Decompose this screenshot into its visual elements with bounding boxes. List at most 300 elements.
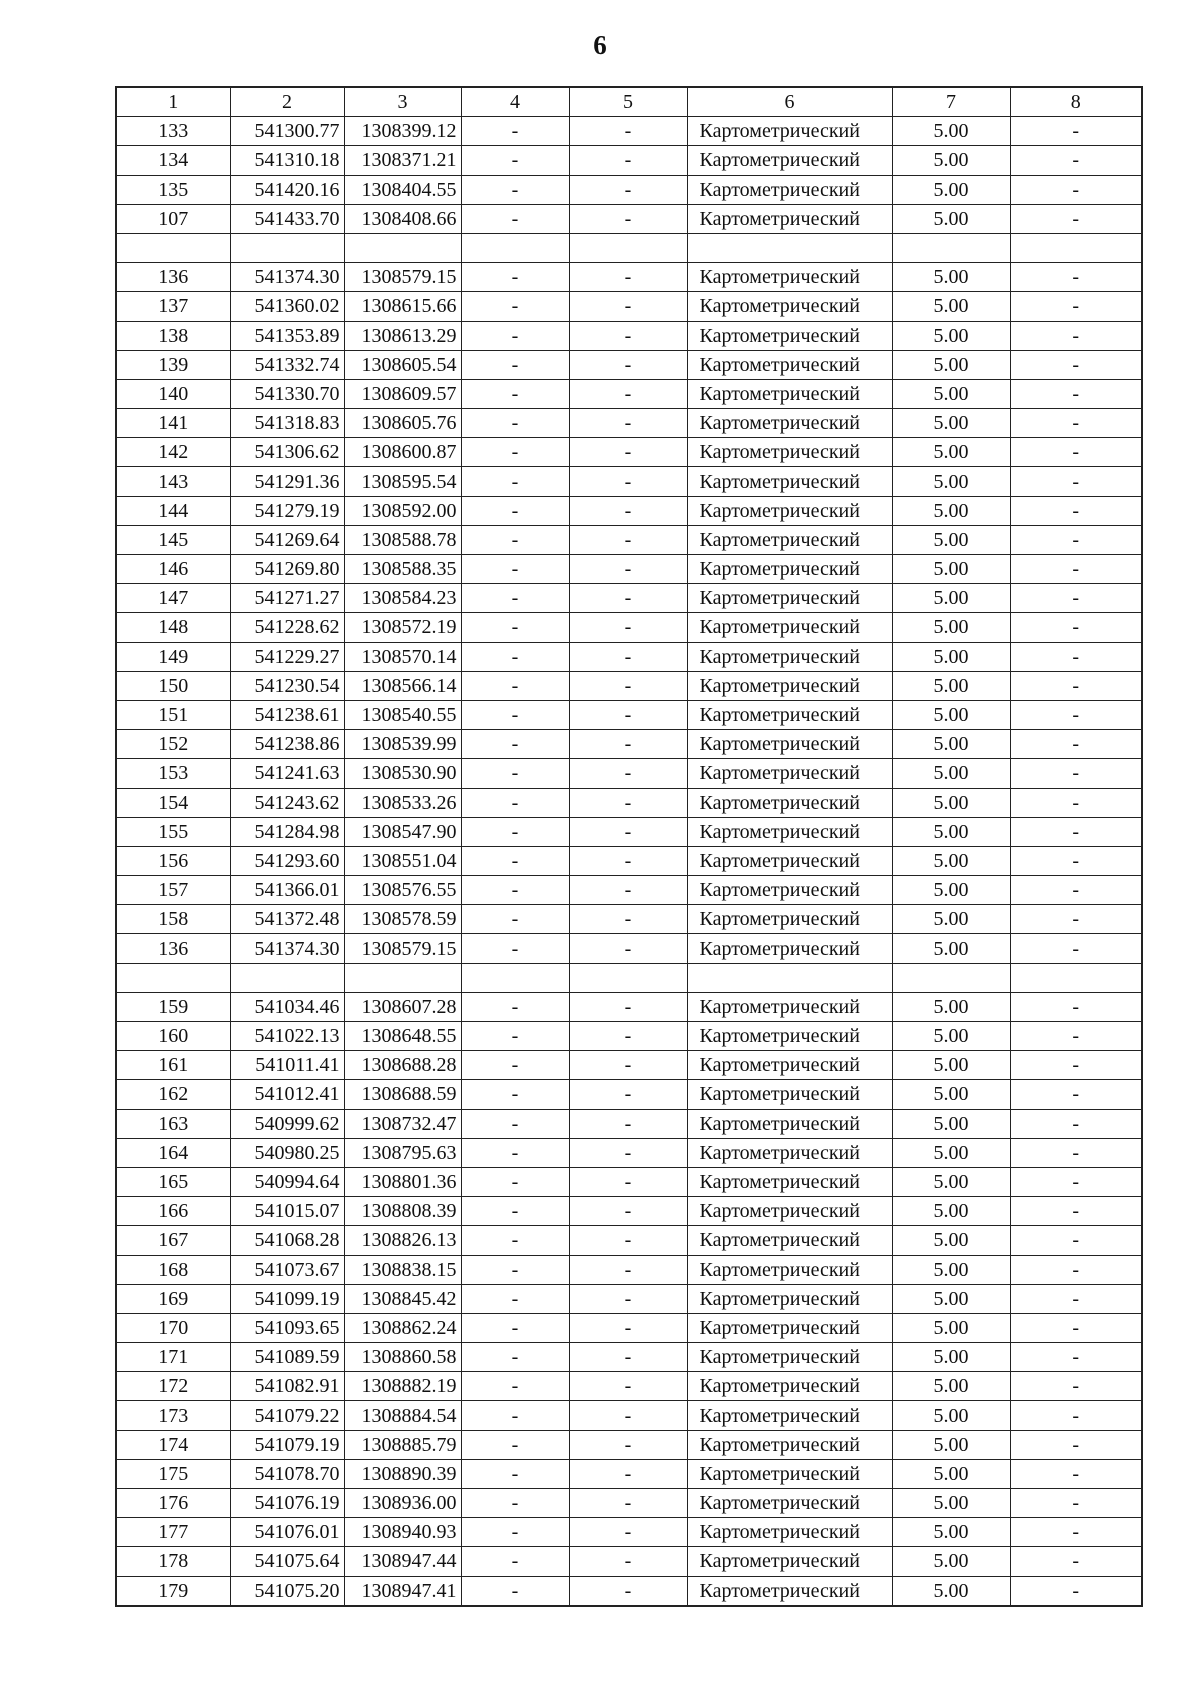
method-cell: Картометрический: [687, 263, 892, 292]
col-4-cell: -: [461, 1051, 569, 1080]
col-4-cell: -: [461, 1459, 569, 1488]
accuracy-cell: 5.00: [892, 379, 1010, 408]
col-4-cell: -: [461, 1343, 569, 1372]
accuracy-cell: 5.00: [892, 204, 1010, 233]
method-cell: Картометрический: [687, 1255, 892, 1284]
col-8-cell: -: [1010, 117, 1142, 146]
col-5-cell: -: [569, 671, 687, 700]
y-coordinate-cell: 1308808.39: [344, 1197, 461, 1226]
y-coordinate-cell: 1308404.55: [344, 175, 461, 204]
col-4-cell: -: [461, 321, 569, 350]
table-row: [116, 905, 1142, 934]
accuracy-cell: 5.00: [892, 613, 1010, 642]
col-4-cell: [461, 233, 569, 262]
col-4-cell: -: [461, 1167, 569, 1196]
x-coordinate-cell: 541015.07: [230, 1197, 344, 1226]
accuracy-cell: 5.00: [892, 1051, 1010, 1080]
accuracy-cell: 5.00: [892, 496, 1010, 525]
x-coordinate-cell: 541022.13: [230, 1022, 344, 1051]
accuracy-cell: 5.00: [892, 992, 1010, 1021]
point-number-cell: 136: [116, 934, 230, 963]
accuracy-cell: 5.00: [892, 1401, 1010, 1430]
col-5-cell: -: [569, 1284, 687, 1313]
col-5-cell: -: [569, 934, 687, 963]
col-5-cell: -: [569, 1109, 687, 1138]
x-coordinate-cell: [230, 233, 344, 262]
table-header-row: [116, 87, 1142, 117]
x-coordinate-cell: 541011.41: [230, 1051, 344, 1080]
col-5-cell: [569, 233, 687, 262]
method-cell: Картометрический: [687, 730, 892, 759]
point-number-cell: 159: [116, 992, 230, 1021]
y-coordinate-cell: 1308540.55: [344, 700, 461, 729]
col-8-cell: -: [1010, 1051, 1142, 1080]
col-4-cell: -: [461, 876, 569, 905]
col-4-cell: -: [461, 1226, 569, 1255]
x-coordinate-cell: 541078.70: [230, 1459, 344, 1488]
col-4-cell: -: [461, 379, 569, 408]
point-number-cell: 165: [116, 1167, 230, 1196]
x-coordinate-cell: 541310.18: [230, 146, 344, 175]
method-cell: Картометрический: [687, 1109, 892, 1138]
col-5-cell: -: [569, 584, 687, 613]
col-5-cell: -: [569, 642, 687, 671]
y-coordinate-cell: 1308648.55: [344, 1022, 461, 1051]
method-cell: Картометрический: [687, 1372, 892, 1401]
table-row: [116, 934, 1142, 963]
x-coordinate-cell: 541228.62: [230, 613, 344, 642]
col-8-cell: -: [1010, 905, 1142, 934]
method-cell: Картометрический: [687, 700, 892, 729]
point-number-cell: [116, 963, 230, 992]
accuracy-cell: 5.00: [892, 1022, 1010, 1051]
x-coordinate-cell: 541230.54: [230, 671, 344, 700]
table-row: [116, 1226, 1142, 1255]
method-cell: Картометрический: [687, 204, 892, 233]
coordinates-table: [115, 86, 1143, 1607]
accuracy-cell: 5.00: [892, 788, 1010, 817]
column-header: 2: [230, 87, 344, 117]
y-coordinate-cell: 1308588.35: [344, 555, 461, 584]
y-coordinate-cell: 1308592.00: [344, 496, 461, 525]
y-coordinate-cell: 1308615.66: [344, 292, 461, 321]
method-cell: Картометрический: [687, 1401, 892, 1430]
accuracy-cell: 5.00: [892, 438, 1010, 467]
x-coordinate-cell: 541076.01: [230, 1518, 344, 1547]
col-5-cell: -: [569, 379, 687, 408]
col-8-cell: -: [1010, 759, 1142, 788]
col-4-cell: -: [461, 1430, 569, 1459]
x-coordinate-cell: 541012.41: [230, 1080, 344, 1109]
table-row: [116, 1489, 1142, 1518]
method-cell: Картометрический: [687, 379, 892, 408]
method-cell: Картометрический: [687, 1518, 892, 1547]
col-8-cell: -: [1010, 1372, 1142, 1401]
col-4-cell: -: [461, 642, 569, 671]
x-coordinate-cell: 541332.74: [230, 350, 344, 379]
table-row: [116, 613, 1142, 642]
col-8-cell: [1010, 233, 1142, 262]
table-row: [116, 350, 1142, 379]
col-4-cell: -: [461, 613, 569, 642]
y-coordinate-cell: 1308862.24: [344, 1313, 461, 1342]
col-5-cell: -: [569, 700, 687, 729]
col-5-cell: -: [569, 175, 687, 204]
table-row: [116, 1255, 1142, 1284]
table-row: [116, 876, 1142, 905]
point-number-cell: 172: [116, 1372, 230, 1401]
x-coordinate-cell: 541068.28: [230, 1226, 344, 1255]
table-row: [116, 1401, 1142, 1430]
col-4-cell: -: [461, 700, 569, 729]
point-number-cell: 139: [116, 350, 230, 379]
x-coordinate-cell: 541269.64: [230, 525, 344, 554]
col-4-cell: -: [461, 1109, 569, 1138]
col-5-cell: -: [569, 759, 687, 788]
y-coordinate-cell: 1308826.13: [344, 1226, 461, 1255]
column-header: 5: [569, 87, 687, 117]
method-cell: Картометрический: [687, 671, 892, 700]
point-number-cell: 146: [116, 555, 230, 584]
col-8-cell: -: [1010, 1343, 1142, 1372]
column-header: 6: [687, 87, 892, 117]
y-coordinate-cell: 1308947.44: [344, 1547, 461, 1576]
x-coordinate-cell: 541075.64: [230, 1547, 344, 1576]
accuracy-cell: 5.00: [892, 350, 1010, 379]
accuracy-cell: [892, 963, 1010, 992]
point-number-cell: 167: [116, 1226, 230, 1255]
col-5-cell: -: [569, 350, 687, 379]
col-8-cell: -: [1010, 496, 1142, 525]
x-coordinate-cell: 541076.19: [230, 1489, 344, 1518]
col-4-cell: -: [461, 846, 569, 875]
method-cell: Картометрический: [687, 1080, 892, 1109]
table-row: [116, 1022, 1142, 1051]
column-header: 8: [1010, 87, 1142, 117]
col-5-cell: -: [569, 613, 687, 642]
method-cell: Картометрический: [687, 525, 892, 554]
table-row: [116, 700, 1142, 729]
col-8-cell: -: [1010, 642, 1142, 671]
col-5-cell: -: [569, 467, 687, 496]
accuracy-cell: 5.00: [892, 1576, 1010, 1606]
col-4-cell: -: [461, 1401, 569, 1430]
x-coordinate-cell: 541374.30: [230, 934, 344, 963]
accuracy-cell: 5.00: [892, 321, 1010, 350]
col-4-cell: -: [461, 759, 569, 788]
x-coordinate-cell: 541433.70: [230, 204, 344, 233]
x-coordinate-cell: 541269.80: [230, 555, 344, 584]
col-4-cell: -: [461, 1197, 569, 1226]
x-coordinate-cell: 541243.62: [230, 788, 344, 817]
col-5-cell: -: [569, 1489, 687, 1518]
column-header: 3: [344, 87, 461, 117]
col-8-cell: -: [1010, 1576, 1142, 1606]
point-number-cell: 148: [116, 613, 230, 642]
y-coordinate-cell: 1308947.41: [344, 1576, 461, 1606]
x-coordinate-cell: 541366.01: [230, 876, 344, 905]
table-row: [116, 730, 1142, 759]
col-8-cell: -: [1010, 992, 1142, 1021]
x-coordinate-cell: 541306.62: [230, 438, 344, 467]
col-4-cell: [461, 963, 569, 992]
method-cell: Картометрический: [687, 1051, 892, 1080]
x-coordinate-cell: 541291.36: [230, 467, 344, 496]
x-coordinate-cell: 540980.25: [230, 1138, 344, 1167]
col-5-cell: -: [569, 1518, 687, 1547]
method-cell: Картометрический: [687, 584, 892, 613]
column-header: 7: [892, 87, 1010, 117]
method-cell: Картометрический: [687, 117, 892, 146]
col-5-cell: -: [569, 905, 687, 934]
y-coordinate-cell: 1308570.14: [344, 642, 461, 671]
table-row: [116, 1313, 1142, 1342]
method-cell: Картометрический: [687, 409, 892, 438]
col-5-cell: -: [569, 1576, 687, 1606]
y-coordinate-cell: 1308605.54: [344, 350, 461, 379]
x-coordinate-cell: 541353.89: [230, 321, 344, 350]
col-5-cell: -: [569, 321, 687, 350]
method-cell: Картометрический: [687, 438, 892, 467]
y-coordinate-cell: 1308609.57: [344, 379, 461, 408]
page-number: 6: [593, 30, 607, 60]
table-row: [116, 146, 1142, 175]
y-coordinate-cell: [344, 233, 461, 262]
col-8-cell: -: [1010, 1313, 1142, 1342]
table-row: [116, 321, 1142, 350]
accuracy-cell: 5.00: [892, 700, 1010, 729]
table-row: [116, 759, 1142, 788]
x-coordinate-cell: 541082.91: [230, 1372, 344, 1401]
method-cell: Картометрический: [687, 467, 892, 496]
method-cell: Картометрический: [687, 876, 892, 905]
method-cell: Картометрический: [687, 1284, 892, 1313]
col-5-cell: -: [569, 1022, 687, 1051]
col-5-cell: -: [569, 1197, 687, 1226]
table-row: [116, 788, 1142, 817]
col-8-cell: -: [1010, 1197, 1142, 1226]
x-coordinate-cell: 541229.27: [230, 642, 344, 671]
col-8-cell: -: [1010, 846, 1142, 875]
col-5-cell: -: [569, 204, 687, 233]
y-coordinate-cell: [344, 963, 461, 992]
method-cell: Картометрический: [687, 1489, 892, 1518]
table-row: [116, 817, 1142, 846]
y-coordinate-cell: 1308578.59: [344, 905, 461, 934]
y-coordinate-cell: 1308579.15: [344, 263, 461, 292]
col-4-cell: -: [461, 292, 569, 321]
point-number-cell: 156: [116, 846, 230, 875]
method-cell: Картометрический: [687, 1430, 892, 1459]
col-8-cell: -: [1010, 467, 1142, 496]
col-8-cell: -: [1010, 263, 1142, 292]
table-row: [116, 496, 1142, 525]
col-5-cell: -: [569, 1080, 687, 1109]
col-4-cell: -: [461, 350, 569, 379]
col-5-cell: -: [569, 1343, 687, 1372]
method-cell: Картометрический: [687, 613, 892, 642]
point-number-cell: 136: [116, 263, 230, 292]
accuracy-cell: 5.00: [892, 846, 1010, 875]
y-coordinate-cell: 1308940.93: [344, 1518, 461, 1547]
x-coordinate-cell: 541420.16: [230, 175, 344, 204]
method-cell: [687, 233, 892, 262]
y-coordinate-cell: 1308588.78: [344, 525, 461, 554]
x-coordinate-cell: 541300.77: [230, 117, 344, 146]
col-8-cell: -: [1010, 555, 1142, 584]
col-5-cell: -: [569, 1372, 687, 1401]
y-coordinate-cell: 1308795.63: [344, 1138, 461, 1167]
table-row: [116, 1197, 1142, 1226]
accuracy-cell: 5.00: [892, 1138, 1010, 1167]
accuracy-cell: 5.00: [892, 905, 1010, 934]
col-4-cell: -: [461, 1576, 569, 1606]
x-coordinate-cell: 541318.83: [230, 409, 344, 438]
col-8-cell: -: [1010, 1167, 1142, 1196]
col-5-cell: -: [569, 1226, 687, 1255]
accuracy-cell: 5.00: [892, 467, 1010, 496]
x-coordinate-cell: 541073.67: [230, 1255, 344, 1284]
accuracy-cell: 5.00: [892, 1284, 1010, 1313]
accuracy-cell: 5.00: [892, 934, 1010, 963]
col-8-cell: -: [1010, 1547, 1142, 1576]
point-number-cell: 164: [116, 1138, 230, 1167]
point-number-cell: 157: [116, 876, 230, 905]
col-5-cell: -: [569, 1138, 687, 1167]
table-row: [116, 671, 1142, 700]
x-coordinate-cell: 541079.19: [230, 1430, 344, 1459]
method-cell: Картометрический: [687, 788, 892, 817]
col-8-cell: -: [1010, 876, 1142, 905]
y-coordinate-cell: 1308539.99: [344, 730, 461, 759]
col-4-cell: -: [461, 1284, 569, 1313]
point-number-cell: 142: [116, 438, 230, 467]
col-5-cell: -: [569, 409, 687, 438]
table-row: [116, 1576, 1142, 1606]
col-4-cell: -: [461, 584, 569, 613]
y-coordinate-cell: 1308551.04: [344, 846, 461, 875]
col-8-cell: -: [1010, 292, 1142, 321]
table-row: [116, 1167, 1142, 1196]
col-8-cell: -: [1010, 1459, 1142, 1488]
y-coordinate-cell: 1308936.00: [344, 1489, 461, 1518]
y-coordinate-cell: 1308579.15: [344, 934, 461, 963]
accuracy-cell: 5.00: [892, 1547, 1010, 1576]
col-4-cell: -: [461, 1547, 569, 1576]
col-8-cell: -: [1010, 525, 1142, 554]
col-5-cell: -: [569, 292, 687, 321]
x-coordinate-cell: 541099.19: [230, 1284, 344, 1313]
table-row: [116, 525, 1142, 554]
x-coordinate-cell: 541360.02: [230, 292, 344, 321]
x-coordinate-cell: 541089.59: [230, 1343, 344, 1372]
table-row: [116, 555, 1142, 584]
y-coordinate-cell: 1308530.90: [344, 759, 461, 788]
col-4-cell: -: [461, 671, 569, 700]
table-row: [116, 204, 1142, 233]
x-coordinate-cell: 541279.19: [230, 496, 344, 525]
accuracy-cell: 5.00: [892, 642, 1010, 671]
col-4-cell: -: [461, 438, 569, 467]
y-coordinate-cell: 1308801.36: [344, 1167, 461, 1196]
point-number-cell: 169: [116, 1284, 230, 1313]
accuracy-cell: 5.00: [892, 1489, 1010, 1518]
accuracy-cell: 5.00: [892, 1430, 1010, 1459]
accuracy-cell: 5.00: [892, 1518, 1010, 1547]
method-cell: Картометрический: [687, 1022, 892, 1051]
col-8-cell: -: [1010, 175, 1142, 204]
point-number-cell: 170: [116, 1313, 230, 1342]
col-4-cell: -: [461, 730, 569, 759]
col-4-cell: -: [461, 788, 569, 817]
method-cell: Картометрический: [687, 817, 892, 846]
y-coordinate-cell: 1308584.23: [344, 584, 461, 613]
col-8-cell: -: [1010, 1138, 1142, 1167]
point-number-cell: 175: [116, 1459, 230, 1488]
method-cell: Картометрический: [687, 1197, 892, 1226]
col-4-cell: -: [461, 1372, 569, 1401]
table-row: [116, 1109, 1142, 1138]
separator-row: [116, 963, 1142, 992]
point-number-cell: 152: [116, 730, 230, 759]
x-coordinate-cell: 541238.61: [230, 700, 344, 729]
col-8-cell: -: [1010, 700, 1142, 729]
x-coordinate-cell: 541093.65: [230, 1313, 344, 1342]
col-8-cell: -: [1010, 379, 1142, 408]
accuracy-cell: 5.00: [892, 117, 1010, 146]
point-number-cell: 166: [116, 1197, 230, 1226]
col-5-cell: -: [569, 555, 687, 584]
y-coordinate-cell: 1308547.90: [344, 817, 461, 846]
accuracy-cell: 5.00: [892, 876, 1010, 905]
col-5-cell: -: [569, 263, 687, 292]
accuracy-cell: 5.00: [892, 1167, 1010, 1196]
x-coordinate-cell: 541372.48: [230, 905, 344, 934]
x-coordinate-cell: 541330.70: [230, 379, 344, 408]
col-8-cell: -: [1010, 1255, 1142, 1284]
point-number-cell: 153: [116, 759, 230, 788]
y-coordinate-cell: 1308408.66: [344, 204, 461, 233]
col-4-cell: -: [461, 934, 569, 963]
y-coordinate-cell: 1308885.79: [344, 1430, 461, 1459]
col-8-cell: -: [1010, 1080, 1142, 1109]
point-number-cell: 147: [116, 584, 230, 613]
col-8-cell: -: [1010, 1518, 1142, 1547]
table-row: [116, 467, 1142, 496]
method-cell: Картометрический: [687, 175, 892, 204]
x-coordinate-cell: 541241.63: [230, 759, 344, 788]
col-5-cell: -: [569, 1430, 687, 1459]
point-number-cell: 171: [116, 1343, 230, 1372]
accuracy-cell: 5.00: [892, 1197, 1010, 1226]
col-8-cell: -: [1010, 350, 1142, 379]
point-number-cell: 174: [116, 1430, 230, 1459]
col-4-cell: -: [461, 1489, 569, 1518]
y-coordinate-cell: 1308838.15: [344, 1255, 461, 1284]
x-coordinate-cell: 541075.20: [230, 1576, 344, 1606]
x-coordinate-cell: 541284.98: [230, 817, 344, 846]
method-cell: Картометрический: [687, 496, 892, 525]
y-coordinate-cell: 1308533.26: [344, 788, 461, 817]
y-coordinate-cell: 1308600.87: [344, 438, 461, 467]
table-row: [116, 584, 1142, 613]
col-5-cell: -: [569, 1313, 687, 1342]
col-8-cell: -: [1010, 1226, 1142, 1255]
y-coordinate-cell: 1308890.39: [344, 1459, 461, 1488]
table-row: [116, 1051, 1142, 1080]
point-number-cell: 177: [116, 1518, 230, 1547]
method-cell: [687, 963, 892, 992]
